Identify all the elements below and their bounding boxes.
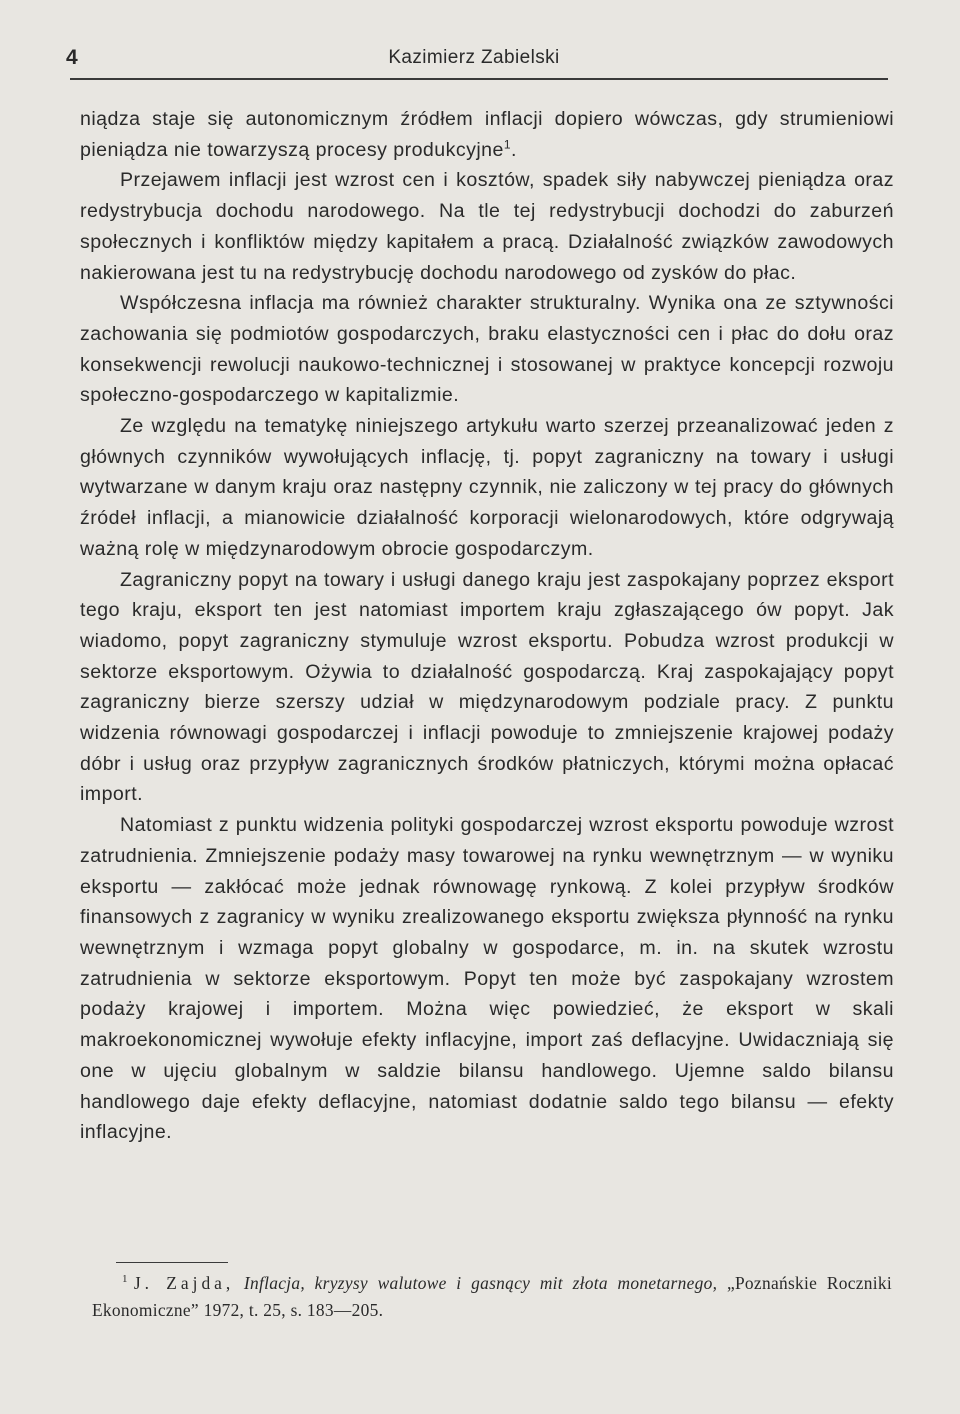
paragraph-economic-policy: Natomiast z punktu widzenia polityki gospodarczej wzrost eksportu powoduje wzrost zatrudnienia. Zmniejszenie podaży masy towarowej na rynku wewnętrznym — w wyniku eksportu — zakłócać może jednak równowagę rynkową. Z kolei przypływ środków finansowych z zagranicy w wyniku zrealizowanego eksportu zwiększa płynność na rynku wewnętrznym i wzmaga popyt globalny w gospodarce, m. in. na skutek wzrostu zatrudnienia w sektorze eksportowym. Popyt ten może być zaspokajany wzrostem podaży krajowej i importem. Można więc powiedzieć, że eksport w skali makroekonomicznej wywołuje efekty inflacyjne, import zaś deflacyjne. Uwidaczniają się one w ujęciu globalnym w saldzie bilansu handlowego. Ujemne saldo bilansu handlowego daje efekty deflacyjne, natomiast dodatnie saldo tego bilansu — efekty inflacyjne. (80, 814, 894, 1144)
paragraph-structural: Współczesna inflacja ma również charakter strukturalny. Wynika ona ze sztywności zachowania się podmiotów gospodarczych, braku elastyczności cen i płac do dołu oraz konsekwencji rewolucji naukowo-technicznej i stosowanej w praktyce koncepcji rozwoju społeczno-gospodarczego w kapitalizmie. (80, 292, 894, 407)
footnote-source: „Poznańskie Roczniki Ekonomiczne” 1972, t. 25, s. 183—205. (92, 1273, 892, 1320)
footnote (92, 1270, 892, 1324)
paragraph-text: niądza staje się autonomicznym źródłem inflacji dopiero wówczas, gdy strumieniowi pieniądza nie towarzyszą procesy produkcyjne (80, 108, 894, 161)
paragraph-foreign-demand: Zagraniczny popyt na towary i usługi danego kraju jest zaspokajany poprzez eksport tego kraju, eksport ten jest natomiast importem kraju zgłaszającego ów popyt. Jak wiadomo, popyt zagraniczny stymuluje wzrost eksportu. Pobudza wzrost produkcji w sektorze eksportowym. Ożywia to działalność gospodarczą. Kraj zaspokajający popyt zagraniczny bierze szerszy udział w międzynarodowym podziale pracy. Z punktu widzenia równowagi gospodarczej i inflacji powoduje to zmniejszenie krajowej podaży dóbr i usług oraz przypływ zagranicznych środków płatniczych, którymi można opłacać import. (80, 568, 894, 806)
footnote-rule (116, 1262, 228, 1263)
paragraph-manifestations: Przejawem inflacji jest wzrost cen i kosztów, spadek siły nabywczej pieniądza oraz redystrybucja dochodu narodowego. Na tle tej redystrybucji dochodzi do zaburzeń społecznych i konfliktów między kapitałem a pracą. Działalność związków zawodowych nakierowana jest tu na redystrybucję dochodu narodowego od zysków do płac. (80, 169, 894, 284)
header-rule (70, 78, 888, 80)
footnote-mark: 1 (122, 1273, 128, 1286)
footnote-reference: 1 (503, 137, 511, 152)
paragraph-tail: . (511, 138, 517, 161)
running-head-author: Kazimierz Zabielski (388, 47, 560, 68)
body-text (80, 104, 894, 1148)
page-number: 4 (66, 46, 79, 69)
footnote-title: Inflacja, kryzysy walutowe i gasnący mit złota monetarnego, (243, 1273, 718, 1293)
paragraph-continued (80, 104, 894, 165)
running-head (58, 46, 890, 74)
footnote-author: J. Zajda, (133, 1273, 235, 1293)
paragraph-topic: Ze względu na tematykę niniejszego artykułu warto szerzej przeanalizować jeden z głównych czynników wywołujących inflację, tj. popyt zagraniczny na towary i usługi wytwarzane w danym kraju oraz następny czynnik, nie zaliczony w tej pracy do głównych źródeł inflacji, a mianowicie działalność korporacji wielonarodowych, które odgrywają ważną rolę w międzynarodowym obrocie gospodarczym. (80, 415, 894, 560)
